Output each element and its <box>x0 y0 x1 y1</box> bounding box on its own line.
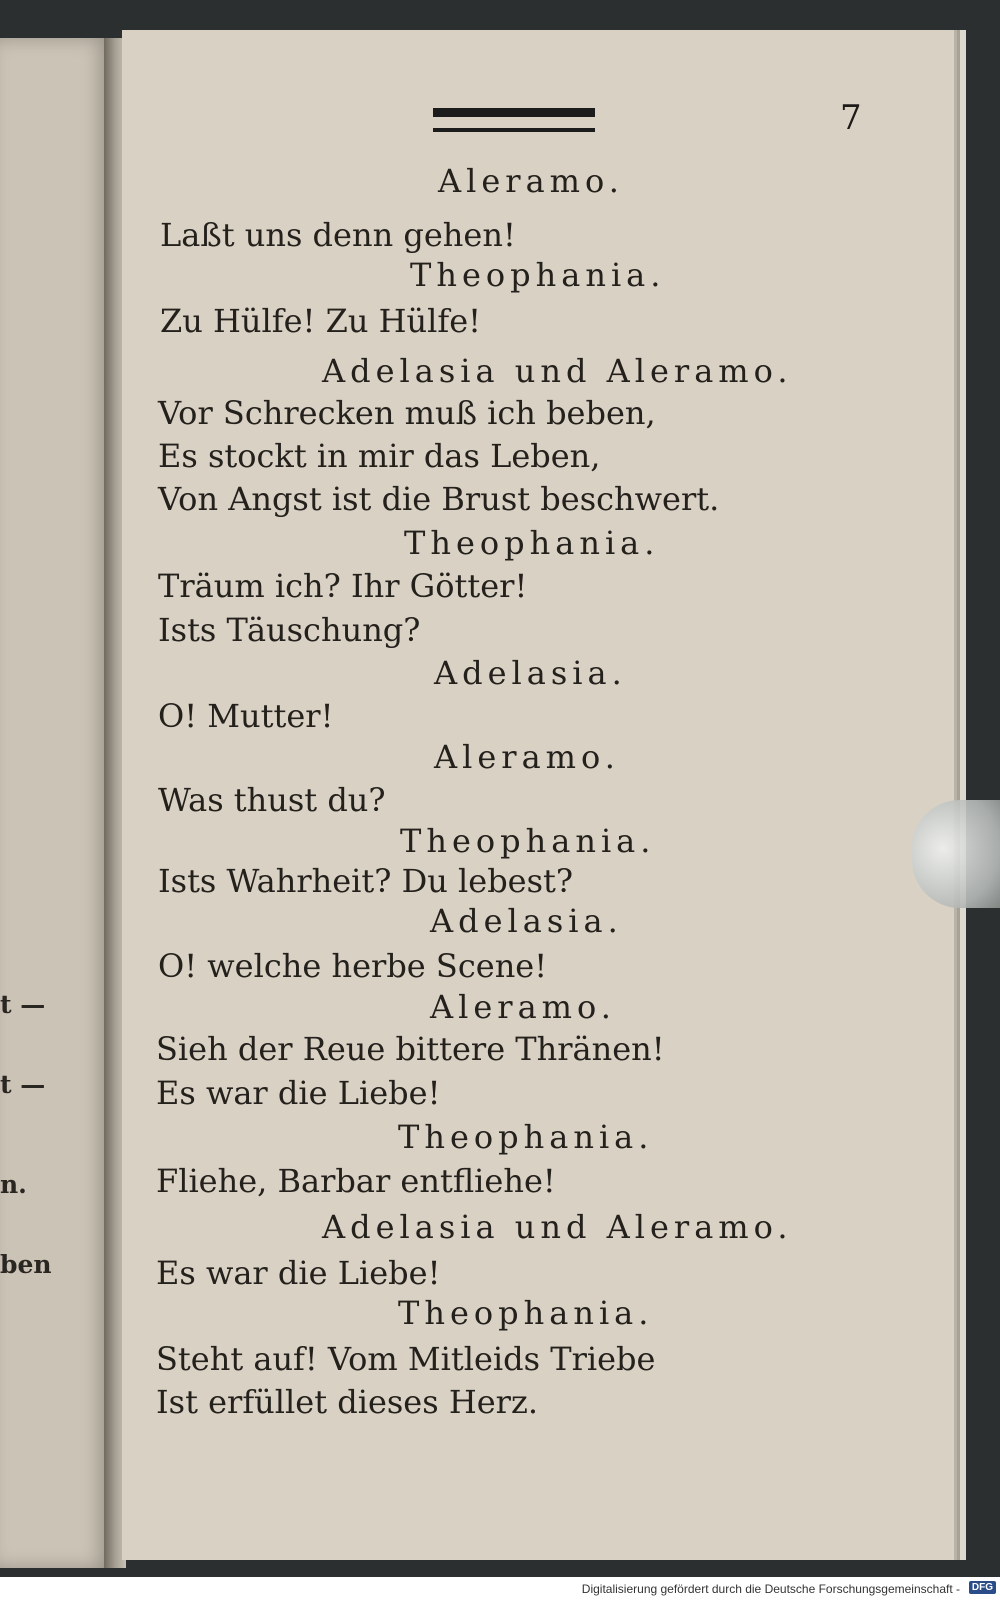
speaker-name: Theophania. <box>398 1294 654 1332</box>
verse-line: O! welche herbe Scene! <box>158 947 548 985</box>
speaker-name: Adelasia. <box>430 902 623 940</box>
verse-line: Ists Täuschung? <box>158 611 421 649</box>
left-page-fragment: t — <box>0 990 46 1019</box>
verse-line: Was thust du? <box>158 781 386 819</box>
speaker-name: Theophania. <box>398 1118 654 1156</box>
verse-line: Zu Hülfe! Zu Hülfe! <box>160 302 481 340</box>
speaker-name: Theophania. <box>400 822 656 860</box>
dfg-logo: DFG <box>969 1581 996 1594</box>
verse-line: Träum ich? Ihr Götter! <box>158 567 528 605</box>
footer-credit: Digitalisierung gefördert durch die Deutsche Forschungsgemeinschaft - <box>581 1582 960 1596</box>
verse-line: Es war die Liebe! <box>156 1254 441 1292</box>
speaker-name: Theophania. <box>410 256 666 294</box>
verse-line: Ists Wahrheit? Du lebest? <box>158 862 574 900</box>
verse-line: Vor Schrecken muß ich beben, <box>158 394 656 432</box>
verse-line: Steht auf! Vom Mitleids Triebe <box>156 1340 656 1378</box>
page-number: 7 <box>840 98 862 138</box>
speaker-name: Adelasia. <box>434 654 627 692</box>
verse-line: Laßt uns denn gehen! <box>160 216 516 254</box>
digitization-footer <box>0 1577 1000 1601</box>
header-rule <box>433 108 595 132</box>
page-clip <box>912 800 1000 908</box>
speaker-name: Aleramo. <box>430 988 616 1026</box>
left-page-fragment: n. <box>0 1170 27 1199</box>
speaker-name: Aleramo. <box>434 738 620 776</box>
speaker-name: Aleramo. <box>438 162 624 200</box>
left-page-fragment: ben <box>0 1250 52 1279</box>
left-page <box>0 38 110 1568</box>
left-page-fragment: t — <box>0 1070 46 1099</box>
verse-line: Es stockt in mir das Leben, <box>158 437 601 475</box>
verse-line: Fliehe, Barbar entfliehe! <box>156 1162 556 1200</box>
verse-line: Sieh der Reue bittere Thränen! <box>156 1030 665 1068</box>
verse-line: Es war die Liebe! <box>156 1074 441 1112</box>
speaker-name: Adelasia und Aleramo. <box>322 352 793 390</box>
verse-line: O! Mutter! <box>158 697 334 735</box>
speaker-name: Adelasia und Aleramo. <box>322 1208 793 1246</box>
verse-line: Ist erfüllet dieses Herz. <box>156 1383 538 1421</box>
speaker-name: Theophania. <box>404 524 660 562</box>
verse-line: Von Angst ist die Brust beschwert. <box>158 480 720 518</box>
